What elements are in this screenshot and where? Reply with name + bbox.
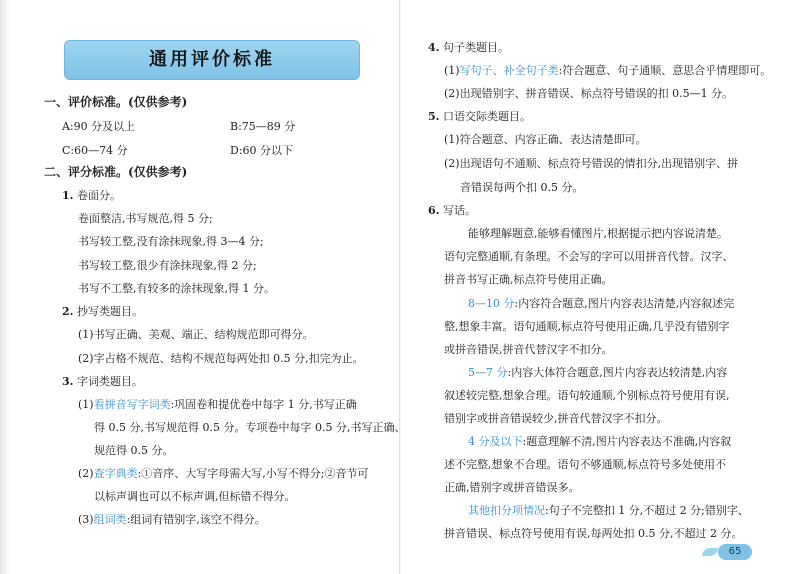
item-3-title: 字词类题目。 <box>76 375 143 388</box>
item-5-heading <box>428 109 531 124</box>
grade-4-below-text: :题意理解不清,图片内容表达不准确,内容叙 <box>522 435 732 448</box>
item-2-heading <box>62 304 143 319</box>
item-6-heading <box>428 203 476 218</box>
item-2-title: 抄写类题目。 <box>76 305 143 318</box>
item-4-number: 4. <box>428 41 440 54</box>
grade-4-below-label: 4 分及以下 <box>468 435 523 448</box>
item-1-heading <box>62 188 121 203</box>
item-6-intro-line-2: 语句完整通顺,有条理。不会写的字可以用拼音代替。汉字、 <box>444 250 734 263</box>
item-3-para-3 <box>78 512 266 527</box>
other-deductions-line-1 <box>468 503 749 518</box>
grade-5-7-text: :内容大体符合题意,图片内容表达较清楚,内容 <box>507 366 728 379</box>
item-4-para-1 <box>444 63 771 78</box>
grade-4-below-line-2: 述不完整,想象不合理。语句不够通顺,标点符号多处使用不 <box>444 458 726 471</box>
item-5-para-1: (1)符合题意、内容正确、表达清楚即可。 <box>444 133 647 146</box>
item-3-para-1-line-1 <box>78 397 357 412</box>
item-3-heading <box>62 374 143 389</box>
item-5-title: 口语交际类题目。 <box>442 110 531 123</box>
grade-c: C:60—74 分 <box>62 144 128 157</box>
item-3-para-2-line-1 <box>78 466 369 481</box>
item-3-p1-highlight: 看拼音写字词类 <box>93 398 171 411</box>
item-4-title: 句子类题目。 <box>442 41 509 54</box>
item-3-number: 3. <box>62 375 74 388</box>
item-6-number: 6. <box>428 204 440 217</box>
item-3-p1-prefix: (1) <box>78 398 94 411</box>
other-deductions-label: 其他扣分项情况 <box>468 504 545 517</box>
item-2-line-1: (1)书写正确、美观、端正、结构规范即可得分。 <box>78 328 314 341</box>
section-1-heading: 一、评价标准。(仅供参考) <box>44 95 188 109</box>
item-6-title: 写话。 <box>442 204 476 217</box>
grade-5-7-line-2: 叙述较完整,想象合理。语句较通顺,个别标点符号使用有误, <box>444 389 730 402</box>
item-5-para-2-line-2: 音错误每两个扣 0.5 分。 <box>460 181 584 194</box>
item-4-p1-text: :符合题意、句子通顺、意思合乎情理即可。 <box>558 64 772 77</box>
grade-8-10-text: :内容符合题意,图片内容表达清楚,内容叙述完 <box>514 297 735 310</box>
item-2-line-2: (2)字占格不规范、结构不规范每两处扣 0.5 分,扣完为止。 <box>78 352 364 365</box>
page-edge-shadow <box>0 0 10 574</box>
other-deductions-line-2: 拼音错误、标点符号使用有误,每两处扣 0.5 分,不超过 2 分。 <box>444 527 743 540</box>
grade-8-10-label: 8—10 分 <box>468 297 515 310</box>
grade-8-10-line-2: 整,想象丰富。语句通顺,标点符号使用正确,几乎没有错别字 <box>444 320 730 333</box>
grade-a: A:90 分及以上 <box>62 120 136 133</box>
grade-5-7-line-3: 错别字或拼音错误较少,拼音代替汉字不扣分。 <box>444 412 668 425</box>
item-6-intro-line-3: 拼音书写正确,标点符号使用正确。 <box>444 273 613 286</box>
grade-d: D:60 分以下 <box>230 144 294 157</box>
page-fold <box>399 0 401 574</box>
item-3-p2-text: :①音序、大写字母需大写,小写不得分;②音节可 <box>137 467 369 480</box>
section-2-heading: 二、评分标准。(仅供参考) <box>44 165 188 179</box>
grade-b: B:75—89 分 <box>230 120 296 133</box>
item-4-heading <box>428 40 509 55</box>
item-6-intro-line-1: 能够理解题意,能够看懂图片,根据提示把内容说清楚。 <box>468 227 728 240</box>
other-deductions-text: :句子不完整扣 1 分,不超过 2 分;错别字、 <box>545 504 749 517</box>
page-number: 65 <box>718 544 752 560</box>
grade-5-7-label: 5—7 分 <box>468 366 508 379</box>
grade-5-7-line-1 <box>468 365 727 380</box>
item-4-p1-highlight: 写句子、补全句子类 <box>459 64 559 77</box>
item-3-para-1-line-3: 规范得 0.5 分。 <box>94 444 174 457</box>
item-3-p3-highlight: 组词类 <box>93 513 127 526</box>
item-3-p1-text: :巩固卷和提优卷中每字 1 分,书写正确 <box>170 398 357 411</box>
item-3-para-2-line-2: 以标声调也可以不标声调,但标错不得分。 <box>94 490 296 503</box>
item-3-p2-prefix: (2) <box>78 467 94 480</box>
item-1-number: 1. <box>62 189 74 202</box>
item-1-line-2: 书写较工整,没有涂抹现象,得 3—4 分; <box>78 235 264 248</box>
page-title: 通用评价标准 <box>64 40 360 80</box>
item-2-number: 2. <box>62 305 74 318</box>
item-4-p1-prefix: (1) <box>444 64 460 77</box>
grade-8-10-line-3: 或拼音错误,拼音代替汉字不扣分。 <box>444 343 613 356</box>
item-1-line-1: 卷面整洁,书写规范,得 5 分; <box>78 212 213 225</box>
item-4-para-2: (2)出现错别字、拼音错误、标点符号错误的扣 0.5—1 分。 <box>444 87 734 100</box>
item-5-number: 5. <box>428 110 440 123</box>
item-1-line-4: 书写不工整,有较多的涂抹现象,得 1 分。 <box>78 282 275 295</box>
leaf-decoration-icon <box>702 548 718 556</box>
item-1-title: 卷面分。 <box>76 189 121 202</box>
grade-8-10-line-1 <box>468 296 734 311</box>
item-3-para-1-line-2: 得 0.5 分,书写规范得 0.5 分。专项卷中每字 0.5 分,书写正确、 <box>94 421 406 434</box>
item-3-p3-prefix: (3) <box>78 513 94 526</box>
item-1-line-3: 书写较工整,很少有涂抹现象,得 2 分; <box>78 259 257 272</box>
item-5-para-2-line-1: (2)出现语句不通顺、标点符号错误的情扣分,出现错别字、拼 <box>444 157 739 170</box>
grade-4-below-line-1 <box>468 434 731 449</box>
grade-4-below-line-3: 正确,错别字或拼音错误多。 <box>444 481 580 494</box>
item-3-p3-text: :组词有错别字,该空不得分。 <box>126 513 266 526</box>
item-3-p2-highlight: 查字典类 <box>93 467 138 480</box>
